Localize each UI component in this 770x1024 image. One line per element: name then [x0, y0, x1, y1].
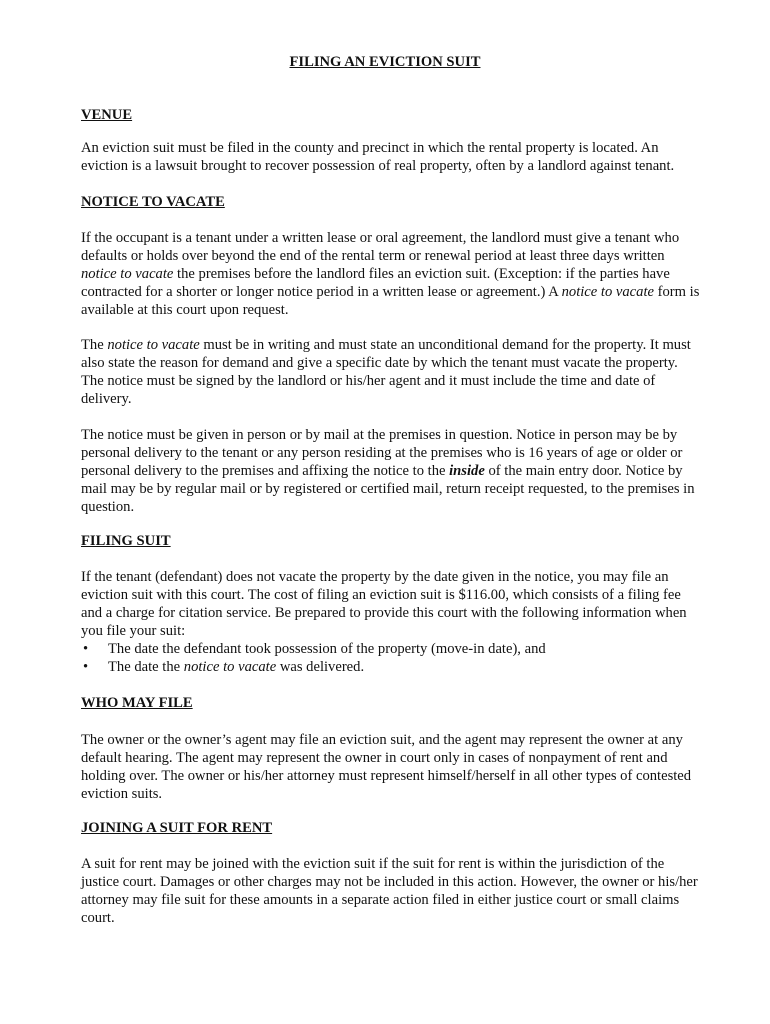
list-item: • The date the notice to vacate was delivered. [83, 659, 365, 675]
who-paragraph: The owner or the owner’s agent may file an eviction suit, and the agent may represent the owner at any default hearing. The agent may represent the owner in court only in cases of nonpayment of rent and holding over. The owner or his/her attorney must represent himself/herself in all other types of contested eviction suits. [81, 732, 692, 802]
bullet-icon: • [83, 659, 89, 675]
heading-filing-suit: FILING SUIT [81, 533, 171, 549]
notice-paragraph-3: The notice must be given in person or by mail at the premises in question. Notice in person may be by personal delivery to the tenant or any person residing at the premises who is 16 years of age or older or personal delivery to the premises and affixing the notice to the inside of the main entry door. Notice by mail may be by regular mail or by registered or certified mail, return receipt requested, to the premises in question. [81, 427, 695, 515]
heading-joining-suit-for-rent: JOINING A SUIT FOR RENT [81, 820, 273, 836]
rent-paragraph: A suit for rent may be joined with the eviction suit if the suit for rent is within the jurisdiction of the justice court. Damages or other charges may not be included in this action. However, the owner or his/her attorney may file suit for these amounts in a separate action filed in either justice court or small claims court. [81, 856, 698, 926]
filing-paragraph: If the tenant (defendant) does not vacate the property by the date given in the notice, you may file an eviction suit with this court. The cost of filing an eviction suit is $116.00, which consists of a filing fee and a charge for citation service. Be prepared to provide this court with the following information when you file your suit: [81, 569, 687, 639]
notice-paragraph-1: If the occupant is a tenant under a written lease or oral agreement, the landlord must give a tenant who defaults or holds over beyond the end of the rental term or renewal period at least three days written notice to vacate the premises before the landlord files an eviction suit. (Exception: if the parties have contracted for a shorter or longer notice period in a written lease or agreement.) A notice to vacate form is available at this court upon request. [81, 230, 700, 318]
heading-who-may-file: WHO MAY FILE [81, 695, 193, 711]
list-item: • The date the defendant took possession of the property (move-in date), and [83, 641, 546, 657]
heading-venue: VENUE [81, 107, 133, 123]
bullet-icon: • [83, 641, 89, 657]
heading-notice-to-vacate: NOTICE TO VACATE [81, 194, 225, 210]
venue-paragraph: An eviction suit must be filed in the county and precinct in which the rental property is located. An eviction is a lawsuit brought to recover possession of real property, often by a landlord against tenant. [81, 140, 675, 174]
filing-info-list [81, 640, 701, 676]
notice-paragraph-2: The notice to vacate must be in writing and must state an unconditional demand for the property. It must also state the reason for demand and give a specific date by which the tenant must vacate the property. The notice must be signed by the landlord or his/her agent and it must include the time and date of delivery. [81, 337, 691, 407]
document-title: FILING AN EVICTION SUIT [289, 54, 481, 70]
